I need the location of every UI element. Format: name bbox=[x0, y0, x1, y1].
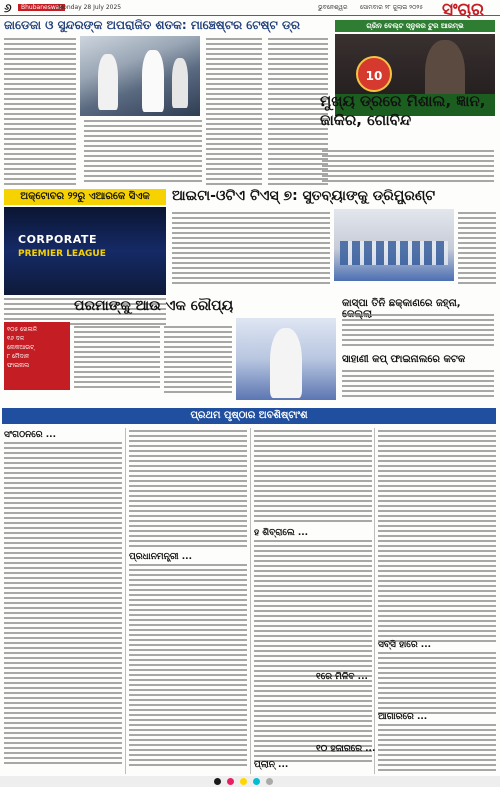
snooker-ribbon: ଗ୍ରିନ ବେଲ୍ଟ ସ୍ନୁକର ଟୁର ଆରମ୍ଭ bbox=[335, 20, 495, 32]
right-body-1 bbox=[342, 314, 494, 349]
fact-item: ୮ ମୈଦାନ bbox=[7, 353, 30, 360]
registration-dot bbox=[266, 778, 273, 785]
lead-headline: ଜାଡେଜା ଓ ସୁନ୍ଦରଙ୍କ ଅପରାଜିତ ଶତକ: ମାଞ୍ଚେଷ୍ଟର ଟେଷ୍ଟ ଡ୍ର bbox=[4, 18, 300, 32]
right-body-2 bbox=[342, 370, 494, 400]
masthead bbox=[0, 0, 500, 20]
continued-col1 bbox=[4, 442, 122, 767]
tt-headline: ଆଇଟା-ଓଟିଏ ଟିଏସ୍ ୭: ସୁତବ୍ୟାଙ୍କୁ ଡ୍ରିମ୍ଫ୍ରଣ୍ଟ bbox=[172, 188, 436, 204]
newspaper-logo: ସଂଚାର bbox=[442, 0, 484, 20]
corporate-facts-box bbox=[4, 322, 70, 390]
column-rule bbox=[250, 428, 251, 774]
snooker-body bbox=[322, 150, 494, 185]
lead-body-col3 bbox=[206, 38, 262, 188]
section-heading: ସବ୍ସି ହାରେ ... bbox=[378, 640, 432, 650]
continued-col4-bottom bbox=[378, 724, 496, 774]
print-registration-dots bbox=[214, 778, 273, 785]
lead-body-col1 bbox=[4, 38, 76, 188]
edition-date-odia: ସୋମବାର ୨୮ ଜୁଲାଇ ୨୦୨୫ bbox=[360, 4, 424, 11]
section-heading: ହ ଶିବ୍ରାଲେ ... bbox=[254, 528, 309, 538]
section-heading: ୧ରେ ମିଳିବ ... bbox=[316, 672, 368, 682]
registration-dot bbox=[240, 778, 247, 785]
corporate-subtitle: PREMIER LEAGUE bbox=[18, 249, 106, 259]
right-headline-1: କାସ୍ପା ତିନି ଛକ୍କାଣରେ ଜହ୍ନା, bbox=[342, 298, 461, 309]
continued-col4-top bbox=[378, 430, 496, 645]
continued-col4-mid bbox=[378, 652, 496, 717]
registration-dot bbox=[214, 778, 221, 785]
edition-date: Monday 28 July 2025 bbox=[58, 4, 122, 11]
continued-col2-bottom bbox=[129, 564, 247, 769]
fact-item: ୧୬ ଦଳ bbox=[7, 335, 25, 342]
column-rule bbox=[125, 428, 126, 774]
fact-item: ଫାଇନାଲ bbox=[7, 362, 30, 369]
shooting-body bbox=[164, 326, 232, 396]
cricket-photo bbox=[80, 36, 200, 116]
corporate-side-body bbox=[74, 326, 160, 391]
edition-city: Bhubaneswar bbox=[18, 4, 65, 11]
right-headline-2: ସାହାଣୀ କପ୍ ଫାଇନାଲରେ କଟକ bbox=[342, 354, 466, 365]
section-heading: ୧୦ ହଜାରରେ ... bbox=[316, 744, 376, 754]
shooting-photo bbox=[236, 318, 336, 400]
continued-col2-top bbox=[129, 430, 247, 550]
snooker-badge: 10 bbox=[356, 56, 392, 92]
corporate-league-heading: ଅକ୍ଟୋବର ୨୨ରୁ ଏଆରକେ ସିଏକ bbox=[4, 189, 166, 205]
fact-item: ନୋକଆଉଟ୍ bbox=[7, 344, 35, 351]
continued-banner: ପ୍ରଥମ ପୃଷ୍ଠାର ଅବଶିଷ୍ଟାଂଶ bbox=[2, 408, 496, 424]
fact-item: ୧୦୫ ଖେଳାଳି bbox=[7, 326, 38, 333]
snooker-headline: ମୁଖ୍ୟ ଡ୍ରରେ ମିଶାଲ, ଜ୍ଞାନ, ଜାକିର, ଗୋବିନ୍ଦ bbox=[320, 92, 486, 129]
section-heading: ଆଗାରରେ ... bbox=[378, 712, 428, 722]
column-rule bbox=[374, 428, 375, 774]
registration-dot bbox=[253, 778, 260, 785]
tt-body bbox=[172, 212, 330, 287]
tt-side-body bbox=[458, 212, 496, 287]
shooting-headline: ପରମାଙ୍କୁ ଆଉ ଏକ ରୌପ୍ୟ bbox=[74, 298, 234, 314]
lead-body-below-photo bbox=[84, 120, 202, 185]
continued-col3-top bbox=[254, 430, 372, 525]
continued-col3-bottom bbox=[254, 540, 372, 765]
page-number: ୬ bbox=[4, 1, 12, 15]
lead-body-col4 bbox=[268, 38, 328, 188]
section-heading: ପ୍ଲାନ୍ ... bbox=[254, 760, 289, 770]
corporate-title: CORPORATE bbox=[18, 233, 97, 246]
corporate-league-photo bbox=[4, 207, 166, 295]
edition-city-odia: ଭୁବନେଶ୍ୱର bbox=[318, 4, 348, 11]
registration-dot bbox=[227, 778, 234, 785]
section-heading: ପ୍ରଧାନମନ୍ତ୍ରୀ ... bbox=[129, 552, 193, 562]
tt-photo bbox=[334, 209, 454, 281]
section-heading: ସଂଗଠନରେ ... bbox=[4, 430, 57, 440]
